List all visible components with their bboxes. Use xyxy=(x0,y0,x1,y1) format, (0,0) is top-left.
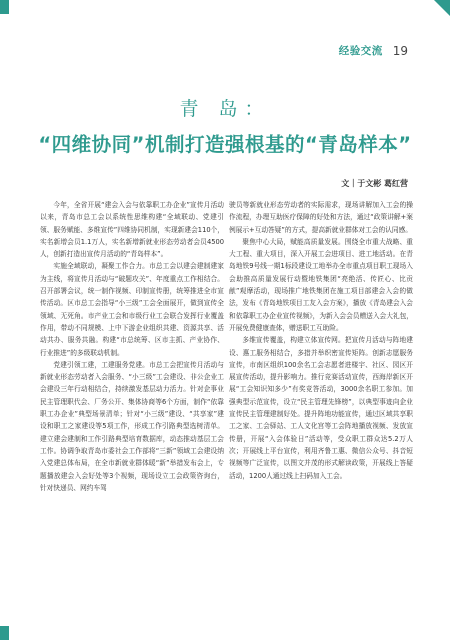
text-column-left xyxy=(40,199,224,494)
corner-decoration-top-right xyxy=(434,0,450,16)
text-column-right xyxy=(229,199,413,482)
paragraph: 聚焦中心大局，赋能高质量发展。围绕全市重大战略、重大工程、重大项目，深入开展工会进项目、进工地活动。在青岛地铁9号线一期1标段建设工地举办全市重点项目职工现场入会助推高质量发展行动暨地铁集团“亮绝活、传匠心、比贡献”观摩活动，现场推广地铁集团在施工项目部建会入会的做法，发布《青岛地铁项目工友入会方案》，播放《青岛建会入会和依靠职工办企业宣传视频》，为新入会会员赠送入会大礼包，开展免费健康查体，赠送职工互助险。 xyxy=(229,237,413,332)
paragraph: 多维宣传覆盖，构建立体宣传网。把宣传月活动与阵地建设、惠工服务相结合，多措并举织密宣传矩阵。创新志愿服务宣传，市南区组织100余名工会志愿者进楼宇、社区、园区开展宣传活动，提升影响力。推行竞赛活动宣传，西海岸新区开展“工会知识知多少”有奖竞答活动，3000余名职工参加。加强典型示范宣传，设立“民主管理先锋榜”，以典型事迹向企业宣传民主管理建制好处。提升阵地功能宣传，通过区域共享职工之家、工会驿站、工人文化宫等工会阵地播放视频、发放宣传册，开展“入会体验日”活动等，受众职工群众达5.2万人次；开展线上平台宣传，利用齐鲁工惠、微信公众号、抖音短视频等广泛宣传，以图文并茂的形式解读政策，开展线上答疑活动，1200人通过线上扫码加入工会。 xyxy=(229,336,413,480)
page-number: 19 xyxy=(392,43,408,58)
paragraph-continued: 驶员等新就业形态劳动者的实际需求，现场讲解加入工会的操作流程，办理互助医疗保障的好处和方法，通过“政策讲解+案例展示+互动答疑”的方式，提高新就业群体对工会的认同感。 xyxy=(229,201,413,234)
title-line-1: 青 岛： xyxy=(179,98,271,120)
paragraph: 今年，全省开展“建会入会与依靠职工办企业”宣传月活动以来，青岛市总工会以系统性思维构建“全域联动、党建引领、服务赋能、多维宣传”四维协同机制，实现新建会110个，实名新增会员1.1万人，实名新增新就业形态劳动者会员4500人，创新打造出宣传月活动的“青岛样本”。 xyxy=(40,201,224,259)
paragraph: 实施全域联动，凝聚工作合力。市总工会以建会建制建家为主线，将宣传月活动与“破题攻关”、年度重点工作相结合。召开部署会议，统一制作视频、印制宣传册，统筹推进全市宣传活动。区市总工会指导“小三级”工会全面展开，做到宣传全领域、无死角。市产业工会和市级行业工会联合发挥行业覆盖作用，带动不同规模、上中下游企业组织共建、资源共享、活动共办、服务共融。构建“市总统筹、区市主抓、产业协作、行业推进”的多级联动机制。 xyxy=(40,262,224,357)
title-line-2: “四维协同”机制打造强根基的“青岛样本” xyxy=(38,133,412,156)
author-byline: 文｜于文彬 葛红营 xyxy=(341,179,408,188)
page-header xyxy=(339,43,408,58)
paragraph: 党建引领工建，工建服务党建。市总工会把宣传月活动与新就业形态劳动者入会服务、“小三级”工会建设、非公企业工会建设三年行动相结合，持续激发基层动力活力。针对企事业民主管理职代会、厂务公开、集体协商等6个方面，制作“依靠职工办企业”典型场景清单；针对“小三级”建设、“共享家”建设和职工之家建设等5项工作，形成工作引路典型选树清单。建立建会建制和工作引路典型培育数据库，动态推动基层工会工作。协调争取青岛市委社会工作部将“三新”领域工会建设纳入党建总体布局，在全市新就业群体暖“新”举措发布会上，专题播放建会入会好处等3个视频，现场设立工会政策咨询台，针对快递员、网约车驾 xyxy=(40,360,224,492)
corner-decoration-bottom-left xyxy=(0,626,9,640)
section-label: 经验交流 xyxy=(338,45,383,57)
article-title xyxy=(0,94,450,157)
corner-decoration-top-left xyxy=(0,0,9,14)
